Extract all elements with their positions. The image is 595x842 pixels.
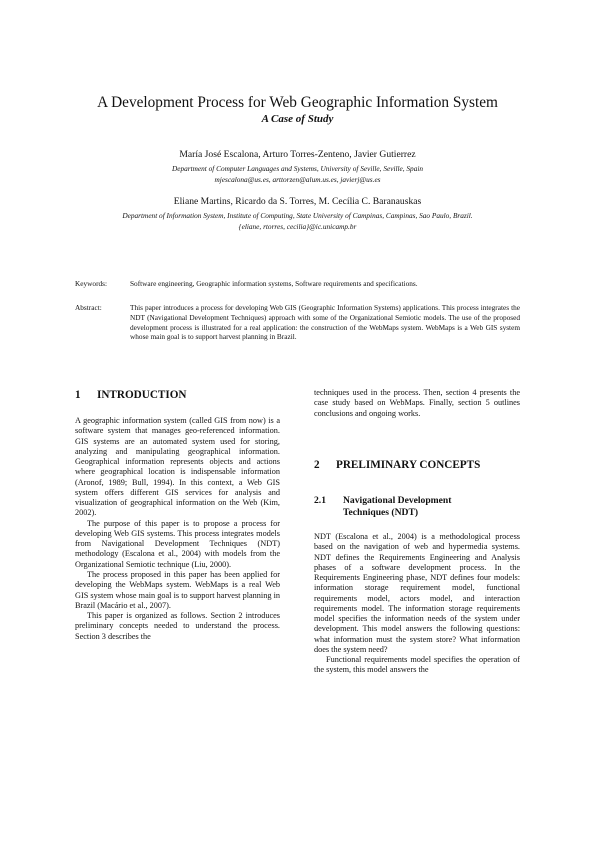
ndt-paragraph-2: Functional requirements model specifies the operation of the system, this model answers the xyxy=(314,655,520,675)
section-1-number: 1 xyxy=(75,389,81,401)
section-2-heading xyxy=(314,459,520,471)
subsection-2-1-number: 2.1 xyxy=(314,495,326,506)
left-column xyxy=(75,416,280,642)
keywords-label: Keywords: xyxy=(75,279,108,288)
intro-paragraph-4: This paper is organized as follows. Section 2 introduces preliminary concepts needed to understand the process. Section 3 describes the xyxy=(75,611,280,641)
emails-2: {eliane, rtorres, cecilia}@ic.unicamp.br xyxy=(238,222,357,231)
intro-paragraph-3: The process proposed in this paper has been applied for developing the WebMaps system. WebMaps is a real Web GIS system whose main goal is to support harvest planning in Brazil (Macário et al., 2007). xyxy=(75,569,280,610)
intro-continuation: techniques used in the process. Then, section 4 presents the case study based on WebMaps. Finally, section 5 outlines conclusions and ongoing works. xyxy=(314,388,520,418)
affiliation-1: Department of Computer Languages and Systems, University of Seville, Seville, Spain xyxy=(171,164,424,173)
keywords-text: Software engineering, Geographic information systems, Software requirements and specifications. xyxy=(130,279,418,288)
subsection-2-1-heading xyxy=(314,495,520,519)
author-list-1: María José Escalona, Arturo Torres-Zenteno, Javier Gutierrez xyxy=(179,149,416,160)
section-1-heading xyxy=(75,389,275,401)
section-2-title: PRELIMINARY CONCEPTS xyxy=(336,459,481,471)
abstract-text: This paper introduces a process for developing Web GIS (Geographic Information Systems) applications. This process integrates the NDT (Navigational Development Techniques) approach with some of the Organizational Semiotic models. The use of the proposed development process is illustrated for a real application: the construction of the WebMaps system. WebMaps is a Web GIS system whose main goal is to support harvest planning in Brazil. xyxy=(130,303,520,342)
right-column-body xyxy=(314,532,520,676)
author-list-2: Eliane Martins, Ricardo da S. Torres, M. Cecília C. Baranauskas xyxy=(173,196,422,207)
ndt-paragraph-1: NDT (Escalona et al., 2004) is a methodological process based on the navigation of web and hypermedia systems. NDT defines the Requirements Engineering and Analysis phases of a software development process. In the Requirements Engineering phase, NDT defines four models: information storage requirement model, functional requirements model, actors model, and interaction requirements model. The information storage requirements model specifies the information needs of the system under development. This model answers the following questions: what information must the system store? What information does the system need? xyxy=(314,532,520,654)
emails-1: mjescalona@us.es, arttorzen@alum.us.es, javierj@us.es xyxy=(214,175,381,184)
subsection-2-1-title: Navigational Development Techniques (NDT) xyxy=(343,495,452,518)
abstract-label: Abstract: xyxy=(75,303,102,312)
section-1-title: INTRODUCTION xyxy=(97,389,187,401)
section-2-number: 2 xyxy=(314,459,320,471)
intro-paragraph-2: The purpose of this paper is to propose a process for developing Web GIS systems. This process integrates models from Navigational Development Techniques (NDT) methodology (Escalona et al., 2004) with models from the Organizational Semiotic technique (Liu, 2000). xyxy=(75,518,280,569)
right-column-top xyxy=(314,388,520,419)
affiliation-2: Department of Information System, Institute of Computing, State University of Campinas, Campinas, Sao Paulo, Brazil. xyxy=(122,211,473,220)
paper-title: A Development Process for Web Geographic Information System xyxy=(97,94,498,111)
paper-subtitle: A Case of Study xyxy=(261,113,334,125)
intro-paragraph-1: A geographic information system (called GIS from now) is a software system that manages geo-referenced information. GIS systems are an automated system used for storing, analyzing and manipulating geographical information. Geographical information represents objects and actions where geographical location is indispensable information (Aronof, 1989; Bull, 1994). In this context, a Web GIS system offers different GIS services for analysis and visualization of geographical information on the Web (Kim, 2002). xyxy=(75,416,280,518)
